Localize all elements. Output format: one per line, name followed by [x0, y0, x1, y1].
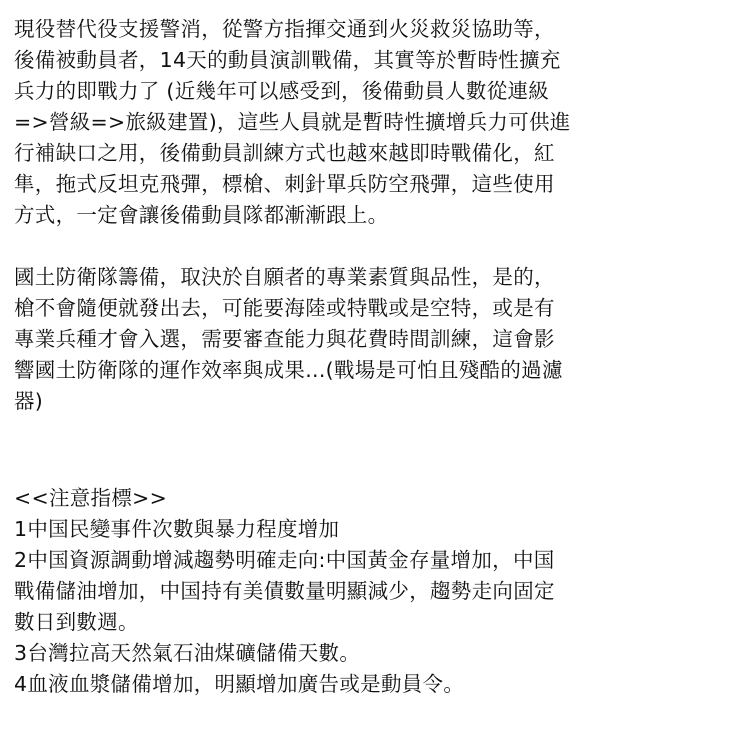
section-header: <<注意指標>> [14, 486, 168, 510]
text-line: 隼，拖式反坦克飛彈，標槍、刺針單兵防空飛彈，這些使用 [14, 172, 555, 196]
text-line: 後備被動員者，14天的動員演訓戰備，其實等於暫時性擴充 [14, 48, 561, 72]
indicator-item: 3台灣拉高天然氣石油煤礦儲備天數。 [14, 641, 361, 665]
text-line: 兵力的即戰力了 (近幾年可以感受到，後備動員人數從連級 [14, 79, 550, 103]
paragraph-reserve-mobilization [14, 14, 716, 231]
paragraph-territorial-defense [14, 262, 716, 417]
text-line: 國土防衛隊籌備，取決於自願者的專業素質與品性，是的， [14, 265, 555, 289]
text-line: 槍不會隨便就發出去，可能要海陸或特戰或是空特，或是有 [14, 296, 555, 320]
warning-indicators-section [14, 483, 716, 700]
indicator-item: 戰備儲油增加，中国持有美債數量明顯減少，趨勢走向固定 [14, 579, 555, 603]
text-line: =>營級=>旅級建置)，這些人員就是暫時性擴增兵力可供進 [14, 110, 571, 134]
indicator-item: 2中国資源調動增減趨勢明確走向:中国黃金存量增加，中国 [14, 548, 555, 572]
indicator-item: 4血液血漿儲備增加，明顯增加廣告或是動員令。 [14, 672, 465, 696]
text-line: 器) [14, 389, 44, 413]
text-line: 行補缺口之用，後備動員訓練方式也越來越即時戰備化，紅 [14, 141, 555, 165]
text-line: 專業兵種才會入選，需要審查能力與花費時間訓練，這會影 [14, 327, 555, 351]
text-line: 響國土防衛隊的運作效率與成果...(戰場是可怕且殘酷的過濾 [14, 358, 563, 382]
text-line: 現役替代役支援警消，從警方指揮交通到火災救災協助等， [14, 17, 555, 41]
indicator-item: 1中国民變事件次數與暴力程度增加 [14, 517, 340, 541]
text-line: 方式，一定會讓後備動員隊都漸漸跟上。 [14, 203, 389, 227]
indicator-item: 數日到數週。 [14, 610, 139, 634]
